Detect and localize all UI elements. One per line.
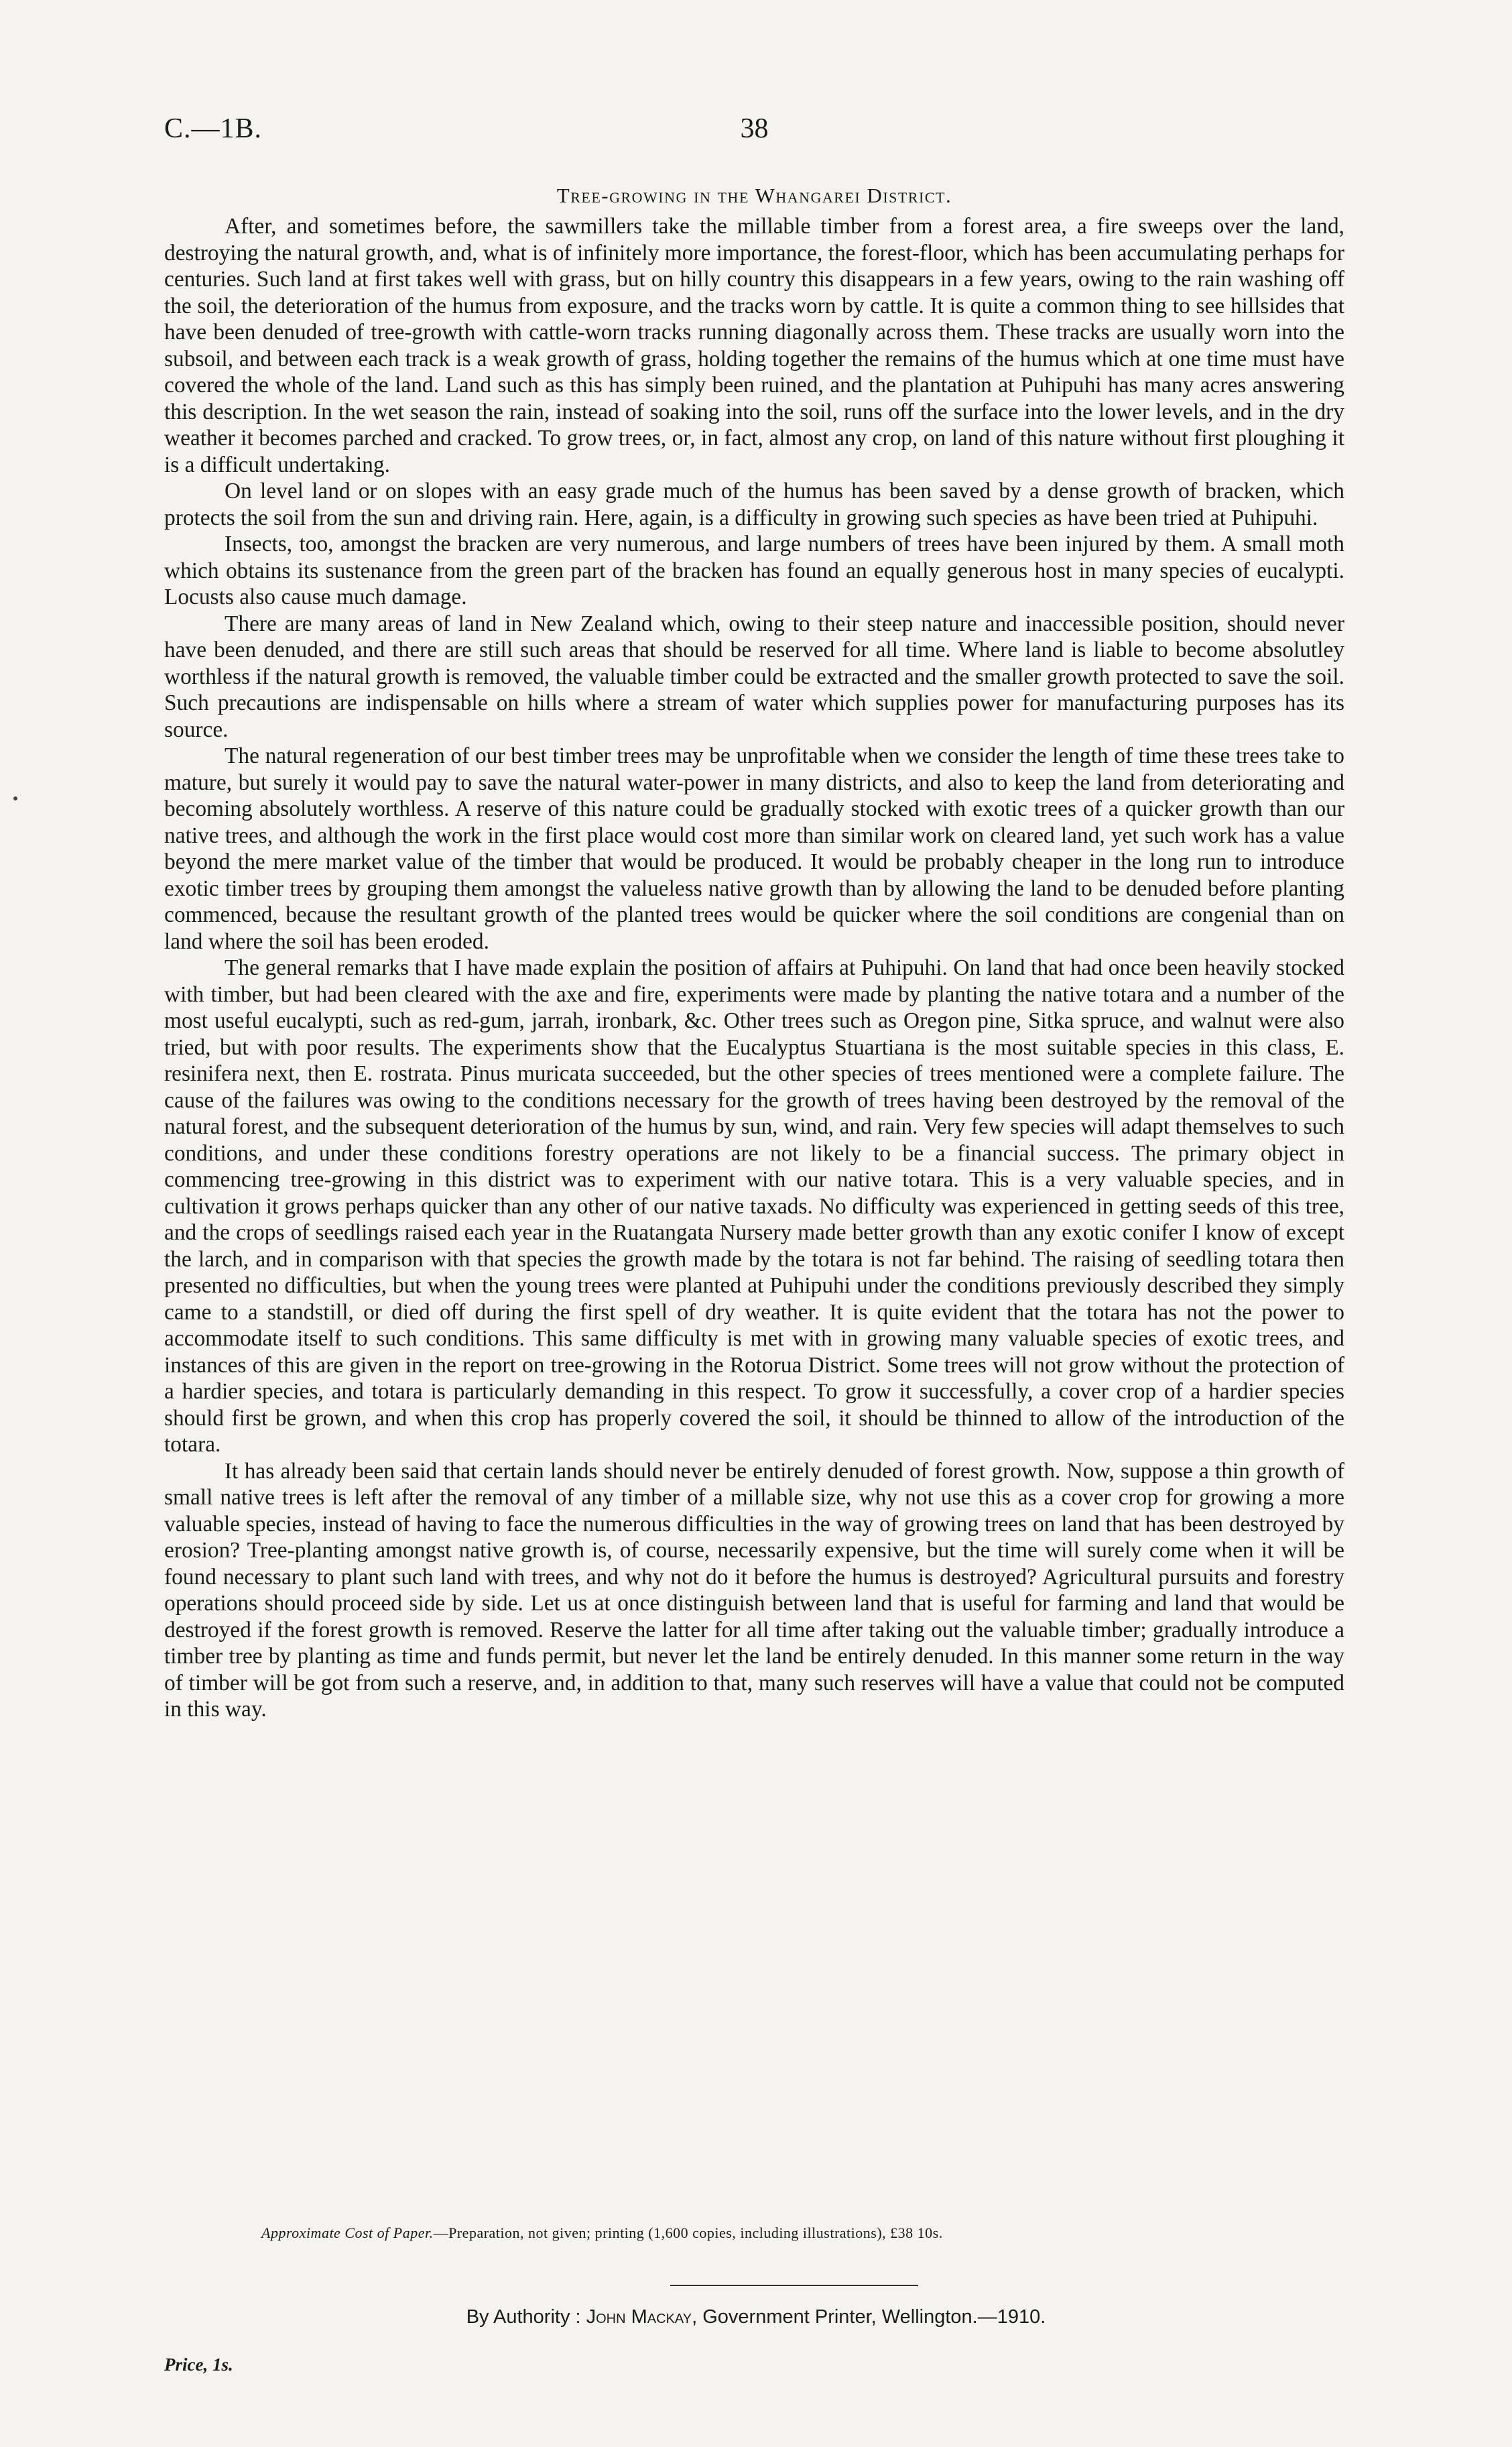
paragraph: The general remarks that I have made explain the position of affairs at Puhipuhi. On land that had once been heavily stocked with timber, but had been cleared with the axe and fire, experiments were made by planting the native totara and a number of the most useful eucalypti, such as red-gum, jarrah, ironbark, &c. Other trees such as Oregon pine, Sitka spruce, and walnut were also tried, but with poor results. The experiments show that the Eucalyptus Stuartiana is the most suitable species in this class, E. resinifera next, then E. rostrata. Pinus muricata succeeded, but the other species of trees mentioned were a complete failure. The cause of the failures was owing to the conditions necessary for the growth of trees having been destroyed by the removal of the natural forest, and the subsequent deterioration of the humus by sun, wind, and rain. Very few species will adapt themselves to such conditions, and under these conditions forestry operations are not likely to be a financial success. The primary object in commencing tree-growing in this district was to experiment with our native totara. This is a very valuable species, and in cultivation it grows perhaps quicker than any other of our native taxads. No difficulty was experienced in getting seeds of this tree, and the crops of seedlings raised each year in the Ruatangata Nursery made better growth than any exotic conifer I know of except the larch, and in comparison with that species the growth made by the totara is not far behind. The raising of seedling totara then presented no difficulties, but when the young trees were planted at Puhipuhi under the conditions previously described they simply came to a standstill, or died off during the first spell of dry weather. It is quite evident that the totara has not the power to accommodate itself to such conditions. This same difficulty is met with in growing many valuable species of exotic trees, and instances of this are given in the report on tree-growing in the Rotorua District. Some trees will not grow without the protection of a hardier species, and totara is particularly demanding in this respect. To grow it successfully, a cover crop of a hardier species should first be grown, and when this crop has properly covered the soil, it should be thinned to allow of the introduction of the totara.: [164, 955, 1344, 1457]
paragraph: There are many areas of land in New Zealand which, owing to their steep nature and inaccessible position, should never have been denuded, and there are still such areas that should be reserved for all time. Where land is liable to become absolutley worthless if the natural growth is removed, the valuable timber could be extracted and the smaller growth protected to save the soil. Such precautions are indispensable on hills where a stream of water which supplies power for manufacturing purposes has its source.: [164, 611, 1344, 742]
document-reference: C.—1B.: [164, 113, 263, 144]
cost-text: —Preparation, not given; printing (1,600 copies, including illustrations), £38 10s.: [433, 2224, 943, 2241]
cost-label: Approximate Cost of Paper.: [261, 2224, 434, 2241]
paragraph: On level land or on slopes with an easy grade much of the humus has been saved by a dense growth of bracken, which protects the soil from the sun and driving rain. Here, again, is a difficulty in growing such species as have been tried at Puhipuhi.: [164, 479, 1344, 530]
section-title: Tree-growing in the Whangarei District.: [556, 184, 952, 207]
page-number: 38: [740, 113, 769, 144]
price: Price, 1s.: [164, 2354, 233, 2375]
authority-suffix: , Government Printer, Wellington.—1910.: [692, 2306, 1046, 2328]
paragraph: After, and sometimes before, the sawmillers take the millable timber from a forest area, a fire sweeps over the land, destroying the natural growth, and, what is of infinitely more importance, the forest-floor, which has been accumulating perhaps for centuries. Such land at first takes well with grass, but on hilly country this disappears in a few years, owing to the rain washing off the soil, the deterioration of the humus from exposure, and the tracks worn by cattle. It is quite a common thing to see hillsides that have been denuded of tree-growth with cattle-worn tracks running diagonally across them. These tracks are usually worn into the subsoil, and between each track is a weak growth of grass, holding together the remains of the humus which at one time must have covered the whole of the land. Land such as this has simply been ruined, and the plantation at Puhipuhi has many acres answering this description. In the wet season the rain, instead of soaking into the soil, runs off the surface into the lower levels, and in the dry weather it becomes parched and cracked. To grow trees, or, in fact, almost any crop, on land of this nature without first ploughing it is a difficult undertaking.: [164, 214, 1344, 477]
paragraph: It has already been said that certain lands should never be entirely denuded of forest growth. Now, suppose a thin growth of small native trees is left after the removal of any timber of a millable size, why not use this as a cover crop for growing a more valuable species, instead of having to face the numerous difficulties in the way of growing trees on land that has been destroyed by erosion? Tree-planting amongst native growth is, of course, necessarily expensive, but the time will surely come when it will be found necessary to plant such land with trees, and why not do it before the humus is destroyed? Agricultural pursuits and forestry operations should proceed side by side. Let us at once distinguish between land that is useful for farming and land that would be destroyed if the forest growth is removed. Reserve the latter for all time after taking out the valuable timber; gradually introduce a timber tree by planting as time and funds permit, but never let the land be entirely denuded. In this manner some return in the way of timber will be got from such a reserve, and, in addition to that, many such reserves will have a value that could not be computed in this way.: [164, 1458, 1344, 1722]
cost-note: [261, 2224, 1344, 2242]
page-header: [164, 113, 1344, 153]
paragraph: The natural regeneration of our best timber trees may be unprofitable when we consider the length of time these trees take to mature, but surely it would pay to save the natural water-power in many districts, and also to keep the land from deteriorating and becoming absolutely worthless. A reserve of this nature could be gradually stocked with exotic trees of a quicker growth than our native trees, and although the work in the first place would cost more than similar work on cleared land, yet such work has a value beyond the mere market value of the timber that would be produced. It would be probably cheaper in the long run to introduce exotic timber trees by grouping them amongst the valueless native growth than by allowing the land to be denuded before planting commenced, because the resultant growth of the planted trees would be quicker where the soil conditions are congenial than on land where the soil has been eroded.: [164, 743, 1344, 954]
divider-rule: [670, 2285, 918, 2286]
printer-name: John Mackay: [586, 2306, 692, 2328]
margin-dot: [13, 796, 17, 800]
body-text: [164, 213, 1344, 1723]
paragraph: Insects, too, amongst the bracken are very numerous, and large numbers of trees have been injured by them. A small moth which obtains its sustenance from the green part of the bracken has found an equally generous host in many species of eucalypti. Locusts also cause much damage.: [164, 532, 1344, 609]
authority-prefix: By Authority :: [466, 2306, 581, 2328]
authority-line: [0, 2306, 1512, 2328]
